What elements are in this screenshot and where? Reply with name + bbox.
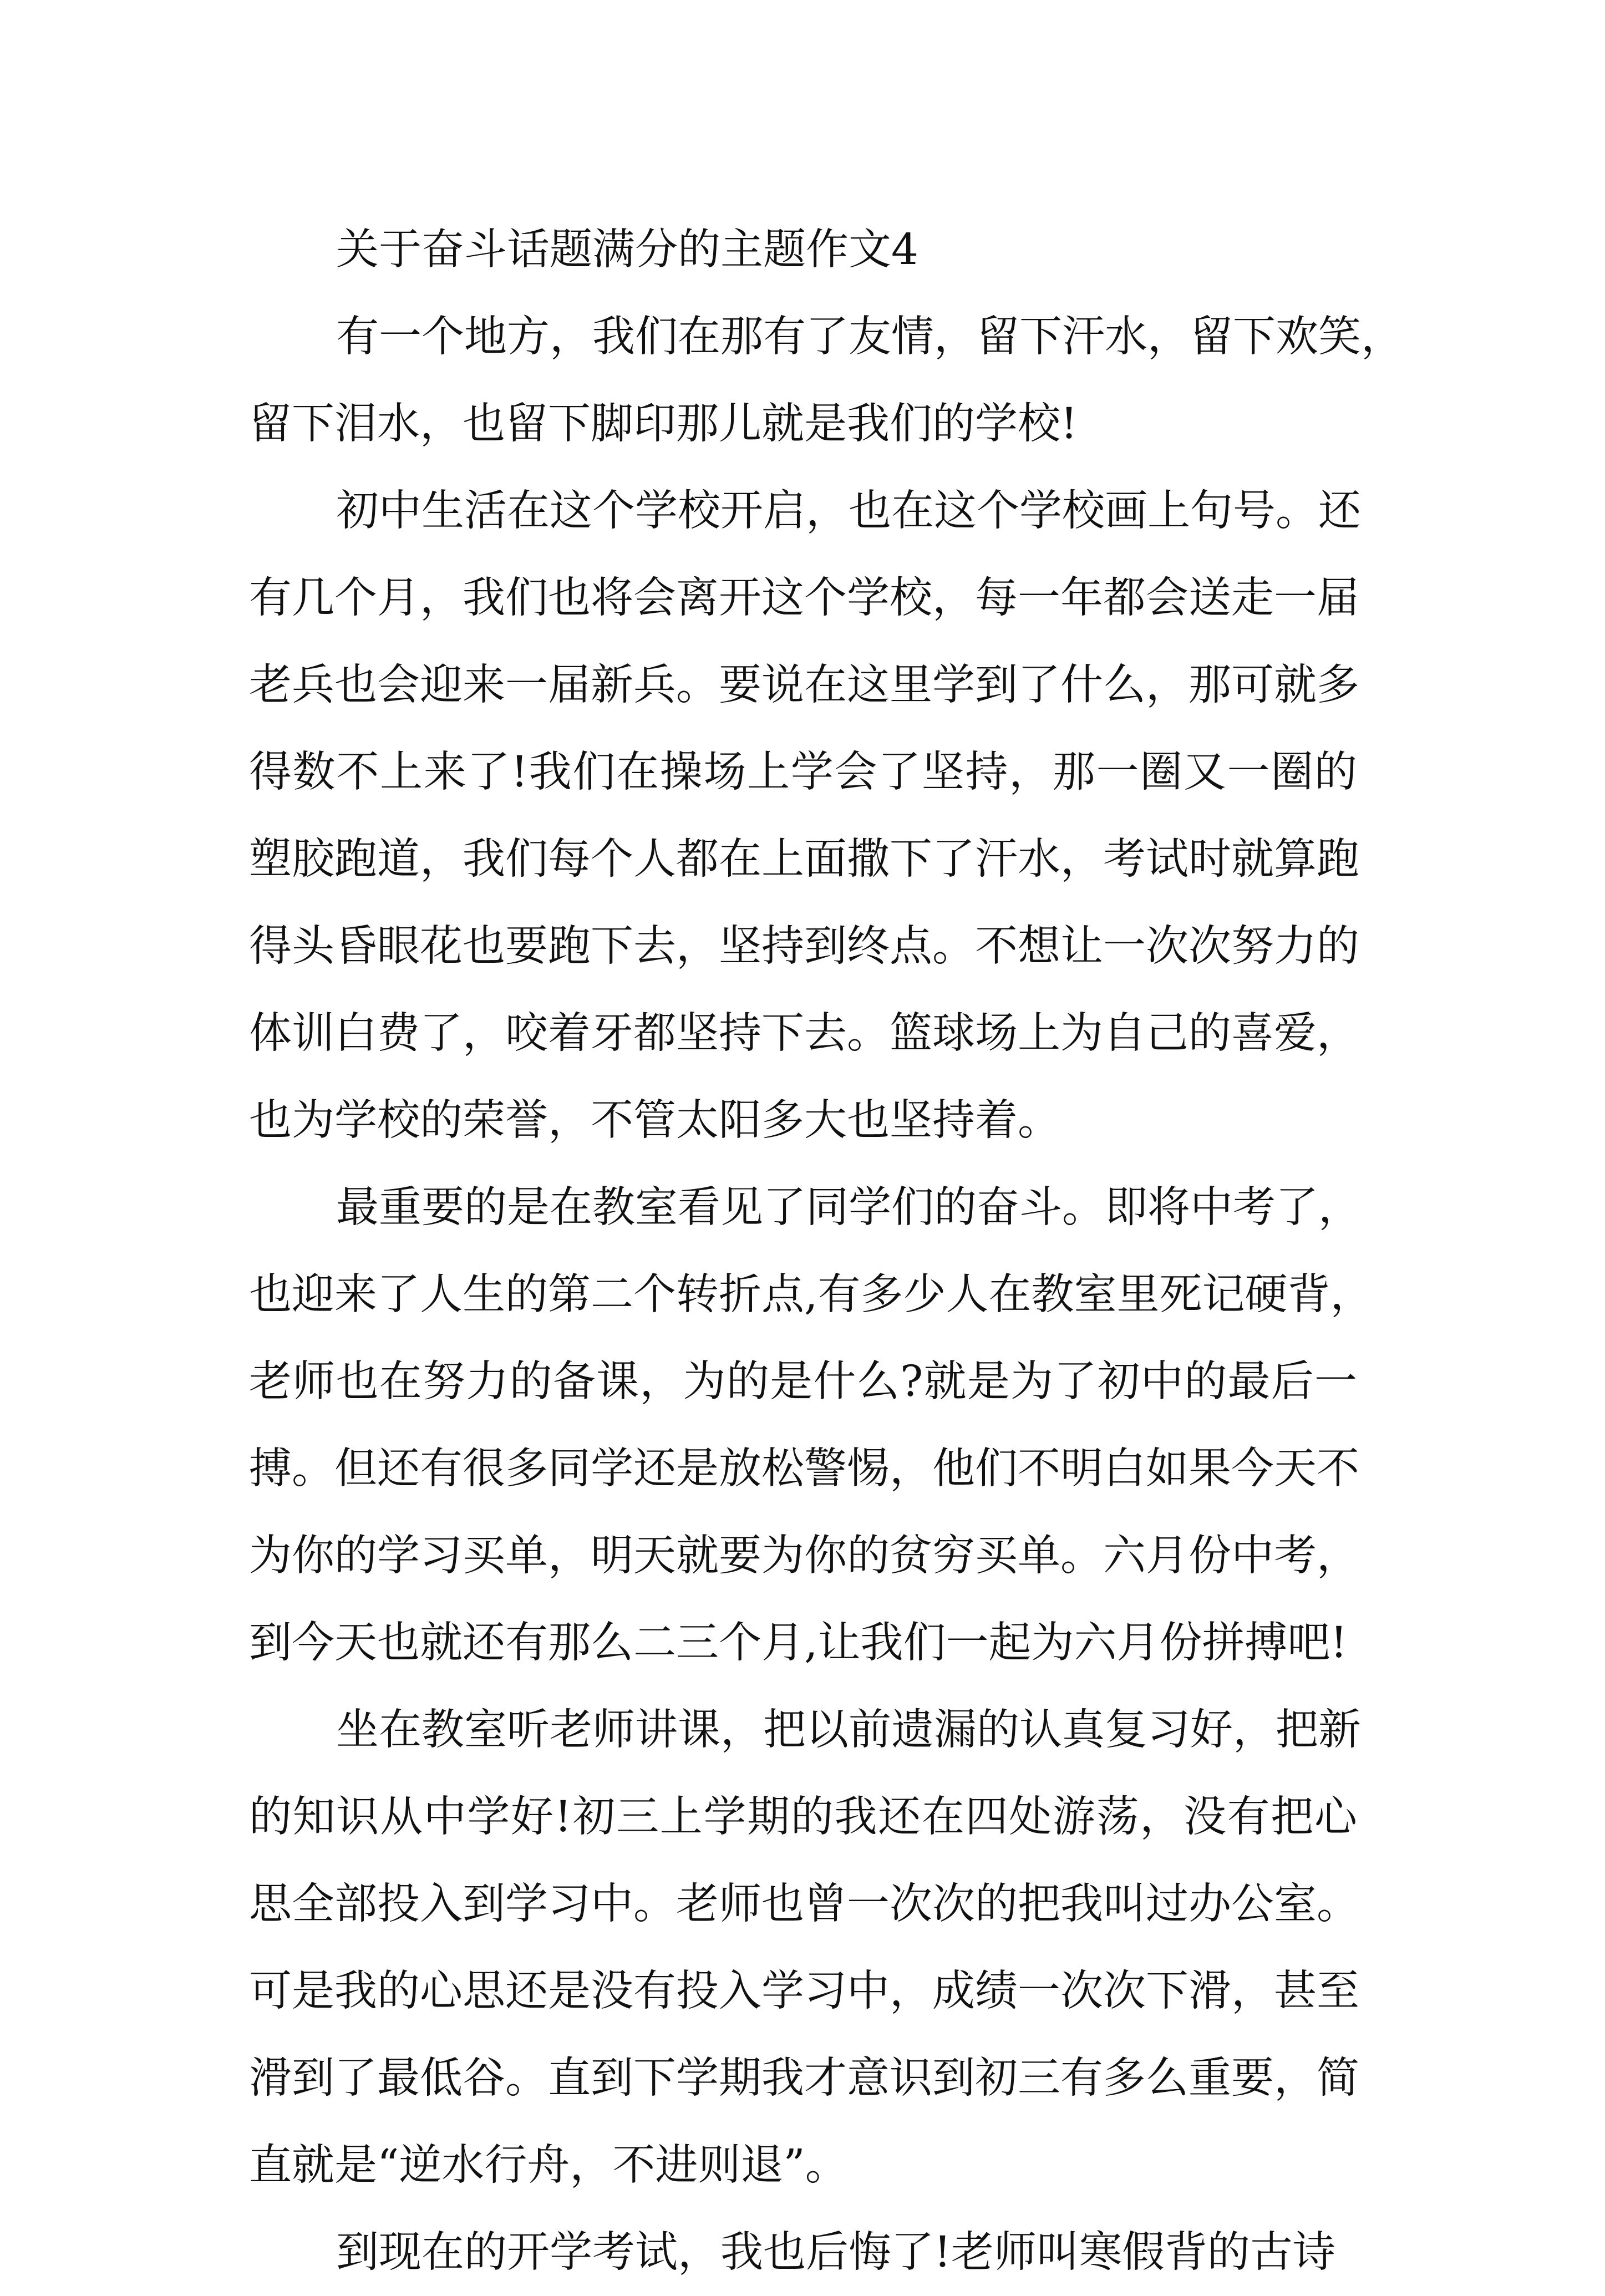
paragraph-line: 有一个地方，我们在那有了友情，留下汗水，留下欢笑， <box>336 312 1404 362</box>
essay-title: 关于奋斗话题满分的主题作文4 <box>336 225 918 275</box>
paragraph-line: 直就是“逆水行舟，不进则退”。 <box>249 2141 848 2190</box>
paragraph-line: 老兵也会迎来一届新兵。要说在这里学到了什么，那可就多 <box>249 661 1359 710</box>
paragraph-line: 也为学校的荣誉，不管太阳多大也坚持着。 <box>249 1096 1060 1145</box>
paragraph-line: 搏。但还有很多同学还是放松警惕，他们不明白如果今天不 <box>249 1444 1359 1494</box>
paragraph-line: 塑胶跑道，我们每个人都在上面撒下了汗水，考试时就算跑 <box>249 835 1359 884</box>
paragraph-line: 最重要的是在教室看见了同学们的奋斗。即将中考了， <box>336 1183 1361 1232</box>
paragraph-line: 留下泪水，也留下脚印那儿就是我们的学校! <box>249 399 1078 449</box>
paragraph-line: 老师也在努力的备课，为的是什么?就是为了初中的最后一 <box>249 1357 1357 1406</box>
paragraph-line: 体训白费了，咬着牙都坚持下去。篮球场上为自己的喜爱， <box>249 1009 1359 1058</box>
paragraph-line: 滑到了最低谷。直到下学期我才意识到初三有多么重要，简 <box>249 2054 1359 2103</box>
paragraph-5 <box>249 2209 1357 2296</box>
paragraph-line: 得数不上来了!我们在操场上学会了坚持，那一圈又一圈的 <box>249 748 1357 797</box>
document-body <box>249 206 1404 2296</box>
paragraph-line: 初中生活在这个学校开启，也在这个学校画上句号。还 <box>336 486 1361 536</box>
paragraph-line: 坐在教室听老师讲课，把以前遗漏的认真复习好，把新 <box>336 1705 1361 1755</box>
paragraph-line: 也迎来了人生的第二个转折点,有多少人在教室里死记硬背， <box>249 1270 1373 1319</box>
paragraph-line: 到今天也就还有那么二三个月,让我们一起为六月份拼搏吧! <box>249 1618 1348 1668</box>
paragraph-line: 有几个月，我们也将会离开这个学校，每一年都会送走一届 <box>249 573 1359 623</box>
paragraph-line: 得头昏眼花也要跑下去，坚持到终点。不想让一次次努力的 <box>249 922 1359 971</box>
paragraph-line: 可是我的心思还是没有投入学习中，成绩一次次下滑，甚至 <box>249 1967 1359 2016</box>
paragraph-line: 到现在的开学考试，我也后悔了!老师叫寒假背的古诗 <box>336 2228 1335 2277</box>
paragraph-line: 的知识从中学好!初三上学期的我还在四处游荡，没有把心 <box>249 1792 1357 1842</box>
paragraph-3 <box>249 1164 1373 1687</box>
paragraph-1 <box>249 293 1404 468</box>
paragraph-line: 思全部投入到学习中。老师也曾一次次的把我叫过办公室。 <box>249 1880 1359 1929</box>
paragraph-2 <box>249 468 1361 1164</box>
paragraph-4 <box>249 1687 1361 2209</box>
paragraph-line: 为你的学习买单，明天就要为你的贫穷买单。六月份中考， <box>249 1531 1359 1581</box>
